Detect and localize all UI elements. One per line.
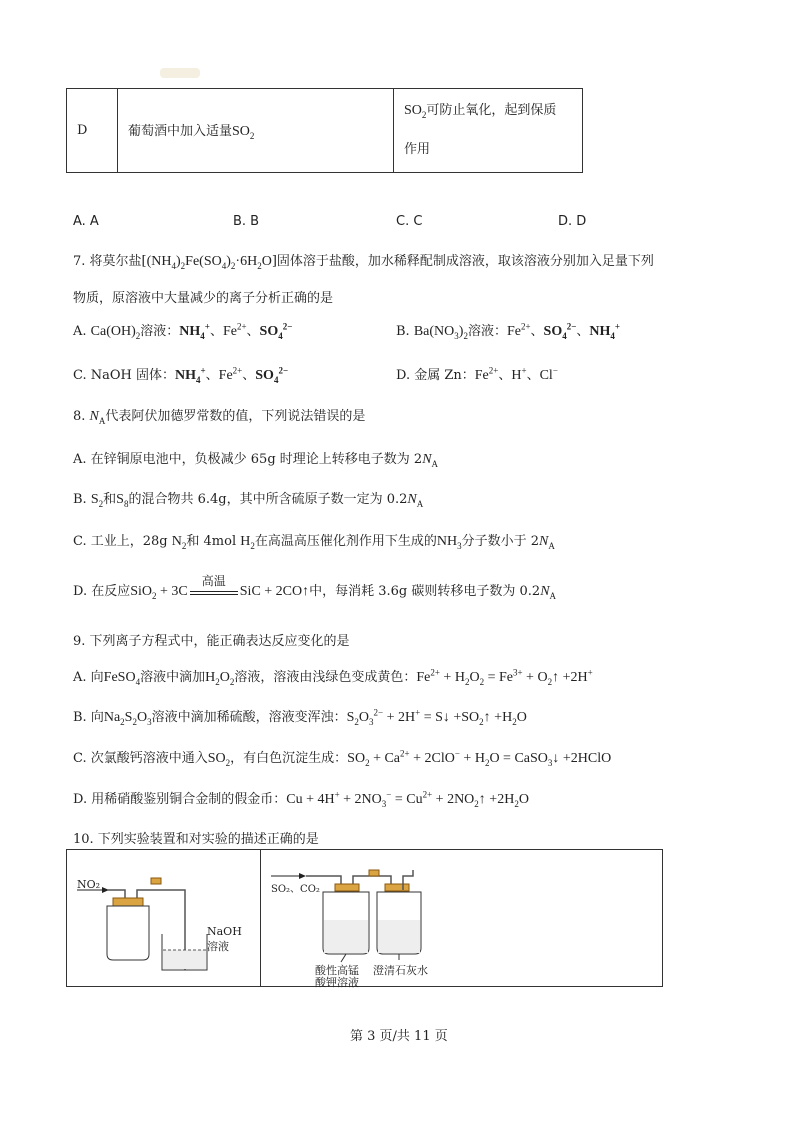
q8-stem: 8. $N_A$代表阿伏加德罗常数的值，下列说法错误的是	[73, 409, 366, 426]
q9-option-b: B. 向$Na_2S_2O_3$溶液中滴加稀硫酸，溶液变浑浊：$S_2O_3^{2-} + 2H^+$ = S↓ $+SO_2↑ +H_2O$	[73, 707, 527, 727]
table-effect-line1: $SO_2$可防止氧化，起到保质	[404, 102, 557, 120]
q9-option-d: D. 用稀硝酸鉴别铜合金制的假金币：$Cu + 4H^+ + 2NO_3^- = Cu^{2+}$ + $2NO_2↑ +2H_2O$	[73, 789, 529, 809]
q7-stem-line1: 7. 将莫尔盐$[(NH_4)_2Fe(SO_4)_2\cdot 6H_2O]$固体溶于盐酸，加水稀释配制成溶液，取该溶液分别加入足量下列	[73, 254, 654, 271]
header-mark	[160, 68, 200, 78]
left-gas-label: NO₂	[77, 878, 101, 891]
q6-option-c: C. C	[396, 214, 423, 229]
table-option: D	[77, 123, 88, 138]
q7-option-b: B. $Ba(NO_3)_2$溶液：$Fe^{2+}$、$SO_4^{2-}$、$NH_4^+$	[396, 321, 621, 341]
reaction-condition: 高温	[188, 582, 240, 599]
table-practice-cell	[118, 89, 394, 173]
q8-option-a: A. 在锌铜原电池中，负极减少 65g 时理论上转移电子数为 $2N_A$	[73, 452, 439, 469]
left-solution-label-1: NaOH	[207, 925, 242, 938]
left-apparatus	[67, 850, 260, 986]
q9-stem: 9. 下列离子方程式中，能正确表达反应变化的是	[73, 634, 350, 649]
q9-option-a: A. 向FeSO$_4$溶液中滴加$H_2O_2$溶液，溶液由浅绿色变成黄色：$Fe^{2+} + H_2O_2 = Fe^{3+}$ + $O_2↑ +2H^+$	[73, 667, 593, 687]
q7-stem-line2: 物质，原溶液中大量减少的离子分析正确的是	[73, 291, 334, 306]
q10-figure	[66, 849, 663, 987]
q7-option-a: A. $Ca(OH)_2$溶液：$NH_4^+$、$Fe^{2+}$、$SO_4^{2-}$	[73, 321, 293, 341]
q6-option-b: B. B	[233, 214, 260, 229]
option-table	[66, 88, 583, 173]
table-effect-cell	[394, 89, 583, 173]
q6-option-a: A. A	[73, 214, 99, 229]
q6-option-d: D. D	[558, 214, 587, 229]
q7-option-c: C. NaOH 固体：$NH_4^+$、$Fe^{2+}$、$SO_4^{2-}$	[73, 365, 289, 385]
q9-option-c: C. 次氯酸钙溶液中通入$SO_2$，有白色沉淀生成：$SO_2 + Ca^{2+} + 2ClO^- + H_2O$ = CaSO$_3$↓ +2HClO	[73, 748, 612, 768]
page-footer: 第 3 页/共 11 页	[350, 1029, 448, 1044]
left-solution-label-2: 溶液	[207, 940, 229, 953]
table-effect-line2: 作用	[404, 142, 431, 158]
q7-option-d: D. 金属 Zn：$Fe^{2+}$、H+、Cl−	[396, 365, 558, 383]
right-gas-label: SO₂、CO₂	[271, 884, 320, 895]
right-solution-1b: 酸钾溶液	[315, 976, 359, 989]
q10-stem: 10. 下列实验装置和对实验的描述正确的是	[73, 832, 319, 847]
stopper	[113, 898, 143, 906]
table-option-cell	[67, 89, 118, 173]
table-practice: 葡萄酒中加入适量	[128, 124, 233, 140]
so2-formula: $SO_2$	[232, 124, 255, 141]
q8-option-c: C. 工业上，28g $N_2$和 4mol $H_2$在高温高压催化剂作用下生成的$NH_3$分子数小于 $2N_A$	[73, 534, 555, 551]
q8-option-d: D. 在反应SiO$_2$ + 3C高温 SiC + 2CO↑中，每消耗 3.6g 碳则转移电子数为 $0.2N_A$	[73, 574, 557, 601]
q8-option-b: B. $S_2$和$S_8$的混合物共 6.4g，其中所含硫原子数一定为 $0.2N_A$	[73, 492, 424, 509]
right-solution-2: 澄清石灰水	[373, 964, 428, 977]
right-solution-1a: 酸性高锰	[315, 964, 359, 977]
